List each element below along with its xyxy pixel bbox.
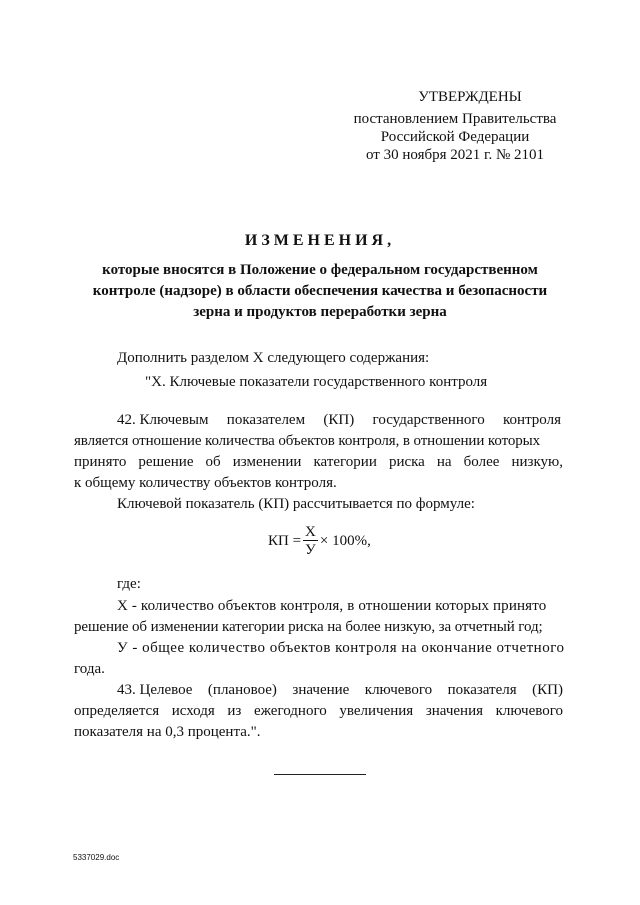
p43-word: ключевого [364,682,433,698]
section-heading: "X. Ключевые показатели государственного контроля [145,374,488,390]
p42-line-2: является отношение количества объектов контроля, в отношении которых [74,433,541,449]
p42-word: на [436,454,452,470]
p42-word: низкую, [511,454,563,470]
p42-word: государственного [372,412,485,428]
approval-heading: УТВЕРЖДЕНЫ [418,89,522,105]
def-y-line-1: У - общее количество объектов контроля на окончание отчетного [117,640,565,656]
formula-intro: Ключевой показатель (КП) рассчитывается по формуле: [117,496,475,512]
def-x-line-2: решение об изменении категории риска на более низкую, за отчетный год; [74,619,543,635]
p43-word: определяется [74,703,160,719]
p42-word: (КП) [323,412,355,428]
p43-word: ежегодного [253,703,327,719]
p43-word: значения [425,703,483,719]
p43-line-2 [74,701,563,722]
p43-line-3: показателя на 0,3 процента.". [74,724,261,740]
formula-fraction [303,524,318,558]
p43-word: (КП) [532,682,563,698]
def-y-line-2: года. [74,661,105,677]
approval-line-1: постановлением Правительства [353,111,557,127]
p42-word: категории [313,454,377,470]
intro-text: Дополнить разделом X следующего содержания: [117,350,430,366]
formula-rhs: × 100%, [319,532,371,549]
closing-rule [274,774,366,775]
p42-word: принято [74,454,127,470]
subtitle-line-2: контроле (надзоре) в области обеспечения качества и безопасности [92,283,548,299]
p42-word: изменении [232,454,302,470]
formula-lhs: КП = [268,532,302,549]
p42-line-1 [117,410,561,431]
p43-word: 43. Целевое [117,682,193,698]
subtitle-line-3: зерна и продуктов переработки зерна [193,304,447,320]
p42-word: показателем [226,412,306,428]
p43-word: (плановое) [207,682,277,698]
p43-word: ключевого [495,703,563,719]
p43-word: значение [292,682,350,698]
p43-word: увеличения [339,703,414,719]
def-x-line-1: X - количество объектов контроля, в отношении которых принято [117,598,547,614]
p43-word: из [227,703,242,719]
p43-line-1 [117,680,563,701]
where-label: где: [117,576,141,592]
p43-word: показателя [447,682,517,698]
formula-denominator: У [305,542,316,558]
p42-word: 42. Ключевым [117,412,209,428]
p42-word: контроля [503,412,561,428]
subtitle-line-1: которые вносятся в Положение о федеральном государственном [102,262,538,278]
p42-word: риска [388,454,425,470]
footer-filename: 5337029.doc [73,853,120,862]
p42-line-4: к общему количеству объектов контроля. [74,475,337,491]
p42-line-3 [74,452,563,473]
approval-line-3: от 30 ноября 2021 г. № 2101 [365,147,545,163]
p42-word: решение [138,454,194,470]
formula-numerator: X [305,524,316,540]
p42-word: более [463,454,500,470]
p42-word: об [205,454,221,470]
p43-word: исходя [171,703,215,719]
approval-line-2: Российской Федерации [380,129,530,145]
formula [268,524,371,558]
document-title: ИЗМЕНЕНИЯ, [244,232,396,249]
